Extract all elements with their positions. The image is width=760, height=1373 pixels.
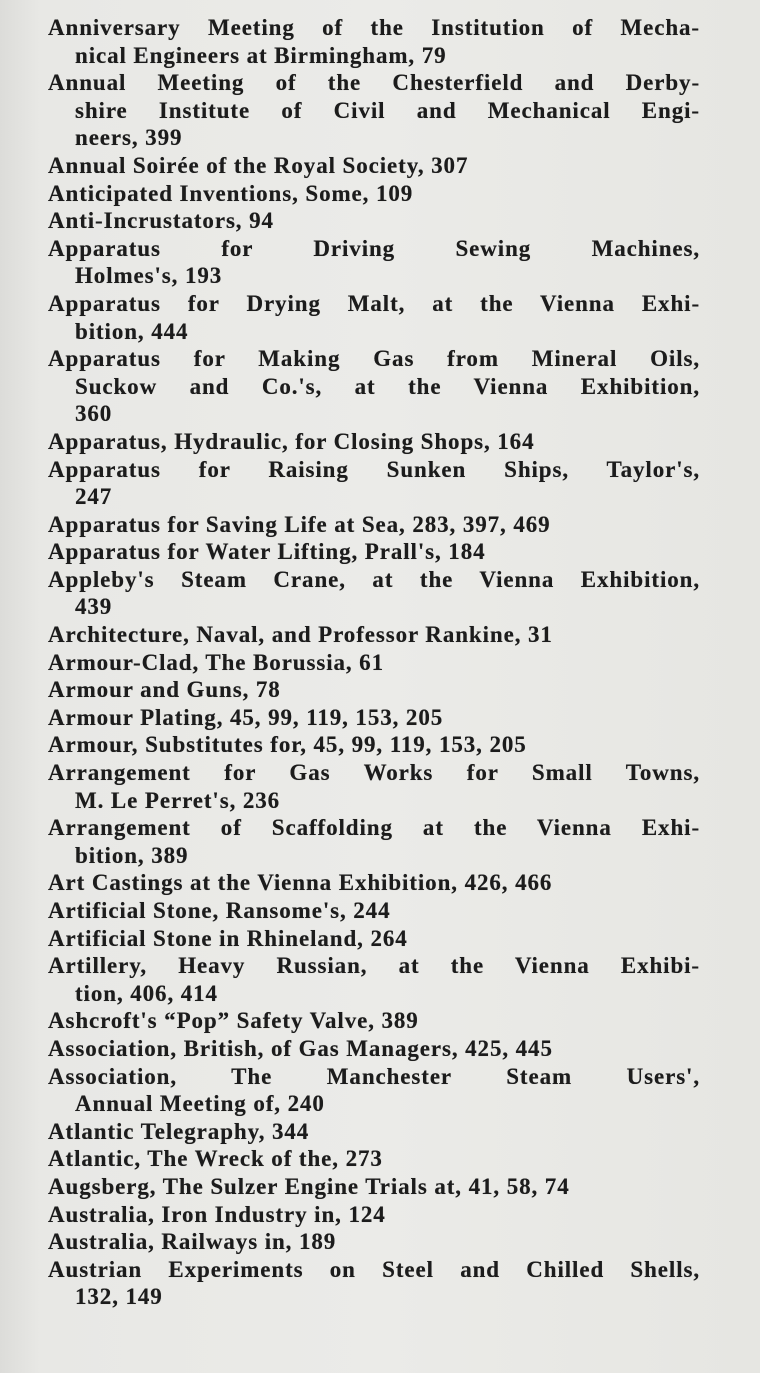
index-entry-heading: Anti-Incrustators, 94 [48,208,274,234]
index-entry-heading: Appleby's Steam Crane, at the Vienna Exhibition, [48,566,700,592]
index-entry-heading: Ashcroft's “Pop” Safety Valve, 389 [48,1008,419,1034]
index-entry-heading: Armour-Clad, The Borussia, 61 [48,649,384,675]
index-entry-heading: Armour, Substitutes for, 45, 99, 119, 153, 205 [48,732,527,758]
index-entry-continuation: 439 [75,594,113,620]
index-entry [48,897,700,925]
index-entry-heading: Australia, Railways in, 189 [48,1229,337,1255]
index-entry-continuation: Holmes's, 193 [75,263,223,289]
index-entry [48,1173,700,1201]
index-entry-heading: Apparatus for Driving Sewing Machines, [48,235,700,261]
subject-index-list [48,14,700,1311]
index-entry-continuation: tion, 406, 414 [75,980,218,1006]
index-entry [48,814,700,869]
index-entry-heading: Annual Meeting of the Chesterfield and Derby- [48,70,700,96]
index-entry-heading: Artillery, Heavy Russian, at the Vienna Exhibi- [48,953,700,979]
index-entry-heading: Apparatus for Drying Malt, at the Vienna Exhi- [48,290,700,316]
index-entry-heading: Apparatus for Raising Sunken Ships, Taylor's, [48,456,700,482]
index-entry [48,925,700,953]
index-entry [48,1035,700,1063]
index-entry-heading: Arrangement of Scaffolding at the Vienna Exhi- [48,815,700,841]
index-entry-continuation: Annual Meeting of, 240 [75,1091,325,1117]
index-entry-heading: Apparatus for Saving Life at Sea, 283, 397, 469 [48,511,551,537]
index-entry-continuation: Suckow and Co.'s, at the Vienna Exhibition, [75,373,700,399]
index-entry [48,704,700,732]
index-entry-continuation: bition, 444 [75,318,189,344]
index-entry [48,207,700,235]
index-entry [48,14,700,69]
index-entry-heading: Arrangement for Gas Works for Small Towns, [48,760,700,786]
index-entry [48,235,700,290]
index-entry-heading: Art Castings at the Vienna Exhibition, 426, 466 [48,870,553,896]
index-entry [48,1007,700,1035]
index-entry [48,952,700,1007]
index-entry [48,676,700,704]
index-entry [48,290,700,345]
index-entry [48,345,700,428]
index-entry [48,1201,700,1229]
index-entry [48,538,700,566]
index-entry [48,1145,700,1173]
index-entry-heading: Australia, Iron Industry in, 124 [48,1201,386,1227]
index-entry-heading: Apparatus, Hydraulic, for Closing Shops, 164 [48,428,535,454]
index-entry-heading: Austrian Experiments on Steel and Chilled Shells, [48,1256,700,1282]
index-entry-heading: Association, The Manchester Steam Users', [48,1063,700,1089]
index-entry [48,759,700,814]
index-entry-heading: Annual Soirée of the Royal Society, 307 [48,152,469,178]
index-entry-heading: Atlantic Telegraphy, 344 [48,1118,310,1144]
index-entry-heading: Atlantic, The Wreck of the, 273 [48,1146,383,1172]
index-entry [48,456,700,511]
index-entry [48,511,700,539]
index-entry [48,180,700,208]
index-entry [48,566,700,621]
index-entry-heading: Artificial Stone, Ransome's, 244 [48,898,391,923]
index-entry [48,649,700,677]
index-entry-heading: Architecture, Naval, and Professor Rankine, 31 [48,622,553,648]
index-entry-heading: Armour and Guns, 78 [48,677,281,703]
index-entry-continuation: nical Engineers at Birmingham, 79 [75,42,447,68]
index-entry [48,152,700,180]
index-entry-heading: Armour Plating, 45, 99, 119, 153, 205 [48,704,444,730]
index-entry [48,731,700,759]
index-entry-continuation: bition, 389 [75,842,189,868]
index-entry [48,1063,700,1118]
index-entry-continuation: M. Le Perret's, 236 [75,787,281,813]
index-entry [48,1228,700,1256]
index-entry-continuation: shire Institute of Civil and Mechanical Engi- [75,97,700,123]
index-entry [48,428,700,456]
index-entry-heading: Anticipated Inventions, Some, 109 [48,180,414,206]
index-entry [48,69,700,152]
index-entry-heading: Augsberg, The Sulzer Engine Trials at, 41, 58, 74 [48,1173,570,1199]
index-entry-continuation: 360 [75,401,113,427]
index-entry-heading: Artificial Stone in Rhineland, 264 [48,925,408,951]
index-entry [48,621,700,649]
index-entry-heading: Apparatus for Water Lifting, Prall's, 184 [48,539,486,565]
index-entry-heading: Association, British, of Gas Managers, 425, 445 [48,1035,553,1061]
index-entry-heading: Anniversary Meeting of the Institution of Mecha- [48,15,700,40]
index-entry [48,1118,700,1146]
index-entry [48,1256,700,1311]
index-entry-continuation: 247 [75,484,113,510]
index-entry-continuation: 132, 149 [75,1284,163,1310]
index-entry-continuation: neers, 399 [75,125,183,151]
index-entry-heading: Apparatus for Making Gas from Mineral Oils, [48,346,700,372]
index-entry [48,869,700,897]
